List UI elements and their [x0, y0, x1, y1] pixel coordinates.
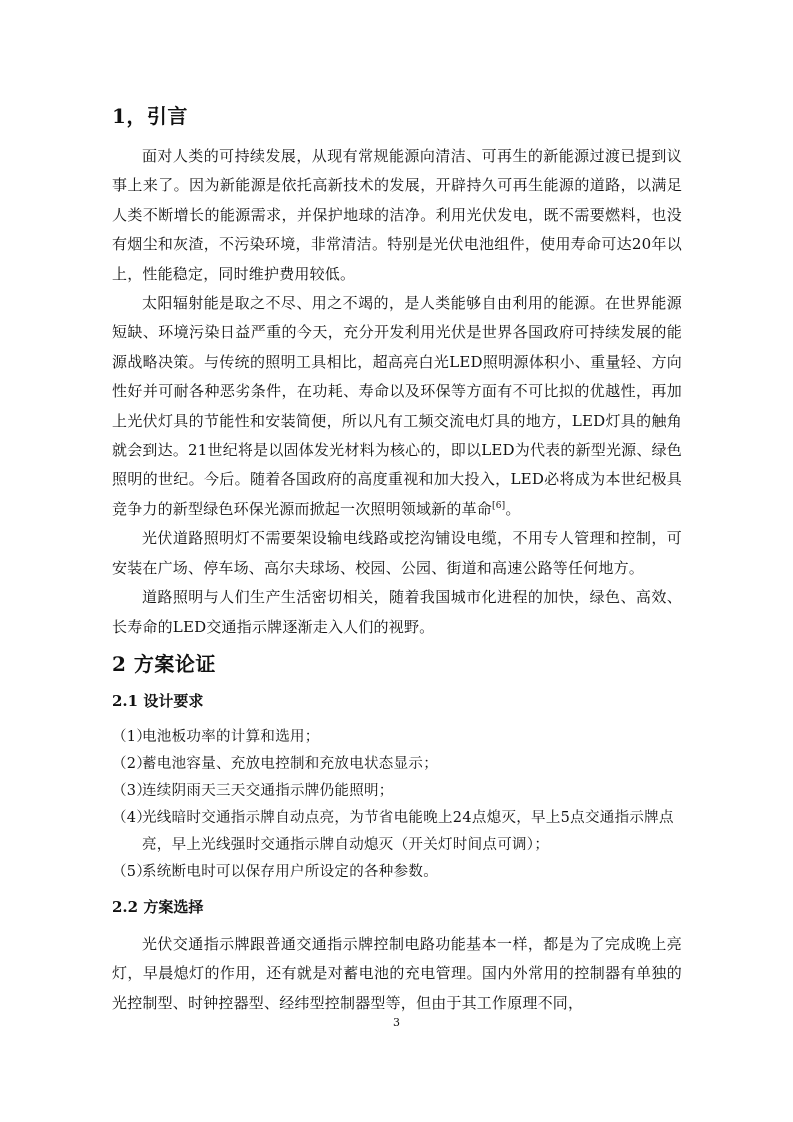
list-item-number: （3）	[112, 782, 152, 799]
page-number: 3	[393, 1016, 400, 1029]
list-item	[112, 724, 682, 751]
list-item-text: 系统断电时可以保存用户所设定的各种参数。	[142, 863, 438, 880]
requirements-list	[112, 724, 682, 886]
list-item-text: 光线暗时交通指示牌自动点亮，为节省电能晚上24点熄灭，早上5点交通指示牌点亮，早上光线强时交通指示牌自动熄灭（开关灯时间点可调）；	[142, 809, 674, 853]
intro-paragraph-4: 道路照明与人们生产生活密切相关，随着我国城市化进程的加快，绿色、高效、长寿命的LED交通指示牌逐渐走入人们的视野。	[112, 588, 682, 636]
intro-paragraph-2-end: 。	[505, 499, 521, 518]
list-item	[112, 778, 682, 805]
list-item-text: 蓄电池容量、充放电控制和充放电状态显示；	[142, 755, 438, 772]
intro-paragraph-3: 光伏道路照明灯不需要架设输电线路或挖沟铺设电缆，不用专人管理和控制，可安装在广场、停车场、高尔夫球场、校园、公园、街道和高速公路等任何地方。	[112, 529, 682, 577]
page-content	[112, 100, 682, 1018]
list-item-text: 连续阴雨天三天交通指示牌仍能照明；	[142, 782, 394, 799]
citation-reference: [6]	[492, 500, 506, 511]
intro-paragraph-1: 面对人类的可持续发展，从现有常规能源向清洁、可再生的新能源过渡已提到议事上来了。因为新能源是依托高新技术的发展，开辟持久可再生能源的道路，以满足人类不断增长的能源需求，并保护地球的洁净。利用光伏发电，既不需要燃料，也没有烟尘和灰渣，不污染环境，非常清洁。特别是光伏电池组件，使用寿命可达20年以上，性能稳定，同时维护费用较低。	[112, 147, 682, 283]
list-item-number: （1）	[112, 728, 152, 745]
section-heading-scheme: 2 方案论证	[112, 651, 216, 676]
scheme-selection-paragraph: 光伏交通指示牌跟普通交通指示牌控制电路功能基本一样，都是为了完成晚上亮灯，早晨熄灯的作用，还有就是对蓄电池的充电管理。国内外常用的控制器有单独的光控制型、时钟控器型、经纬型控制器型等，但由于其工作原理不同，	[112, 934, 682, 1012]
intro-paragraph-2	[112, 289, 682, 524]
list-item-number: （5）	[112, 863, 152, 880]
list-item-text: 电池板功率的计算和选用；	[142, 728, 320, 745]
list-item	[112, 859, 682, 886]
list-item-number: （2）	[112, 755, 152, 772]
list-item	[112, 805, 682, 859]
list-item	[112, 751, 682, 778]
subsection-heading-scheme-selection: 2.2 方案选择	[112, 897, 204, 916]
subsection-heading-design-requirements: 2.1 设计要求	[112, 691, 204, 710]
intro-paragraph-2-text: 太阳辐射能是取之不尽、用之不竭的，是人类能够自由利用的能源。在世界能源短缺、环境污染日益严重的今天，充分开发利用光伏是世界各国政府可持续发展的能源战略决策。与传统的照明工具相比，超高亮白光LED照明源体积小、重量轻、方向性好并可耐各种恶劣条件，在功耗、寿命以及环保等方面有不可比拟的优越性，再加上光伏灯具的节能性和安装简便，所以凡有工频交流电灯具的地方，LED灯具的触角就会到达。21世纪将是以固体发光材料为核心的，即以LED为代表的新型光源、绿色照明的世纪。今后。随着各国政府的高度重视和加大投入，LED必将成为本世纪极具竞争力的新型绿色环保光源而掀起一次照明领域新的革命	[112, 294, 682, 518]
section-heading-introduction: 1，引言	[112, 104, 188, 128]
list-item-number: （4）	[112, 809, 152, 826]
